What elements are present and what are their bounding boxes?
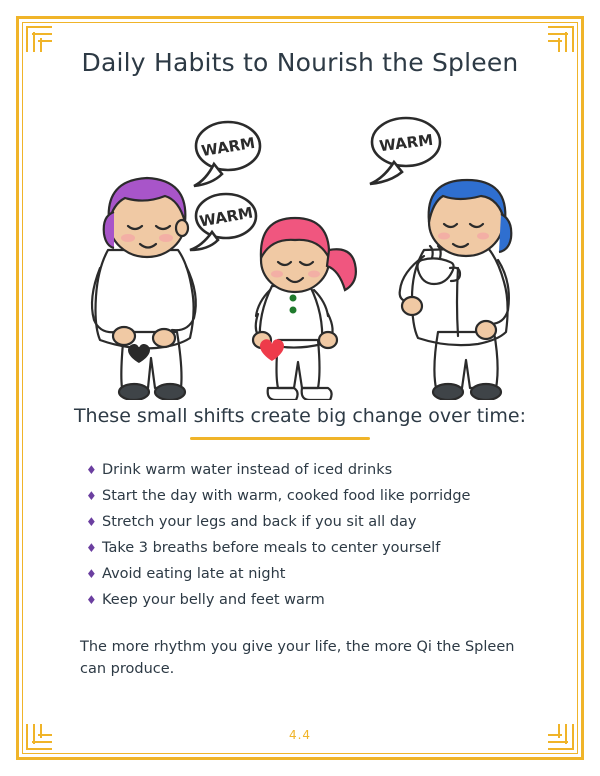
bullet-icon: ♦ xyxy=(86,593,97,607)
bullet-icon: ♦ xyxy=(86,541,97,555)
illustration-three-people xyxy=(46,100,554,400)
list-item-label: Start the day with warm, cooked food like porridge xyxy=(102,488,471,504)
corner-ornament-top-left xyxy=(26,26,52,52)
bullet-icon: ♦ xyxy=(86,463,97,477)
bullet-icon: ♦ xyxy=(86,489,97,503)
section-subhead: These small shifts create big change over time: xyxy=(73,405,527,427)
list-item-label: Stretch your legs and back if you sit all day xyxy=(102,514,417,530)
corner-ornament-top-right xyxy=(548,26,574,52)
list-item xyxy=(86,540,516,556)
closing-paragraph: The more rhythm you give your life, the more Qi the Spleen can produce. xyxy=(80,639,515,678)
speech-bubble-2 xyxy=(190,194,256,250)
speech-bubble-3-text: WARM xyxy=(378,130,435,156)
speech-bubble-1 xyxy=(194,122,260,186)
speech-bubble-3 xyxy=(370,118,440,184)
page-number: 4.4 xyxy=(288,728,312,742)
list-item-label: Avoid eating late at night xyxy=(102,566,286,582)
figure-person-center xyxy=(253,218,356,400)
page-title: Daily Habits to Nourish the Spleen xyxy=(81,48,519,77)
list-item xyxy=(86,488,516,504)
speech-bubble-2-text: WARM xyxy=(198,203,255,231)
subhead-underline xyxy=(190,437,370,440)
list-item xyxy=(86,592,516,608)
bullet-icon: ♦ xyxy=(86,567,97,581)
list-item xyxy=(86,514,516,530)
bullet-icon: ♦ xyxy=(86,515,97,529)
list-item-label: Take 3 breaths before meals to center yourself xyxy=(102,540,441,556)
habits-list xyxy=(86,462,516,618)
list-item-label: Keep your belly and feet warm xyxy=(102,592,325,608)
list-item-label: Drink warm water instead of iced drinks xyxy=(102,462,393,478)
figure-person-right xyxy=(400,180,512,400)
speech-bubble-1-text: WARM xyxy=(200,133,257,161)
figure-person-left xyxy=(92,178,196,400)
list-item xyxy=(86,462,516,478)
list-item xyxy=(86,566,516,582)
